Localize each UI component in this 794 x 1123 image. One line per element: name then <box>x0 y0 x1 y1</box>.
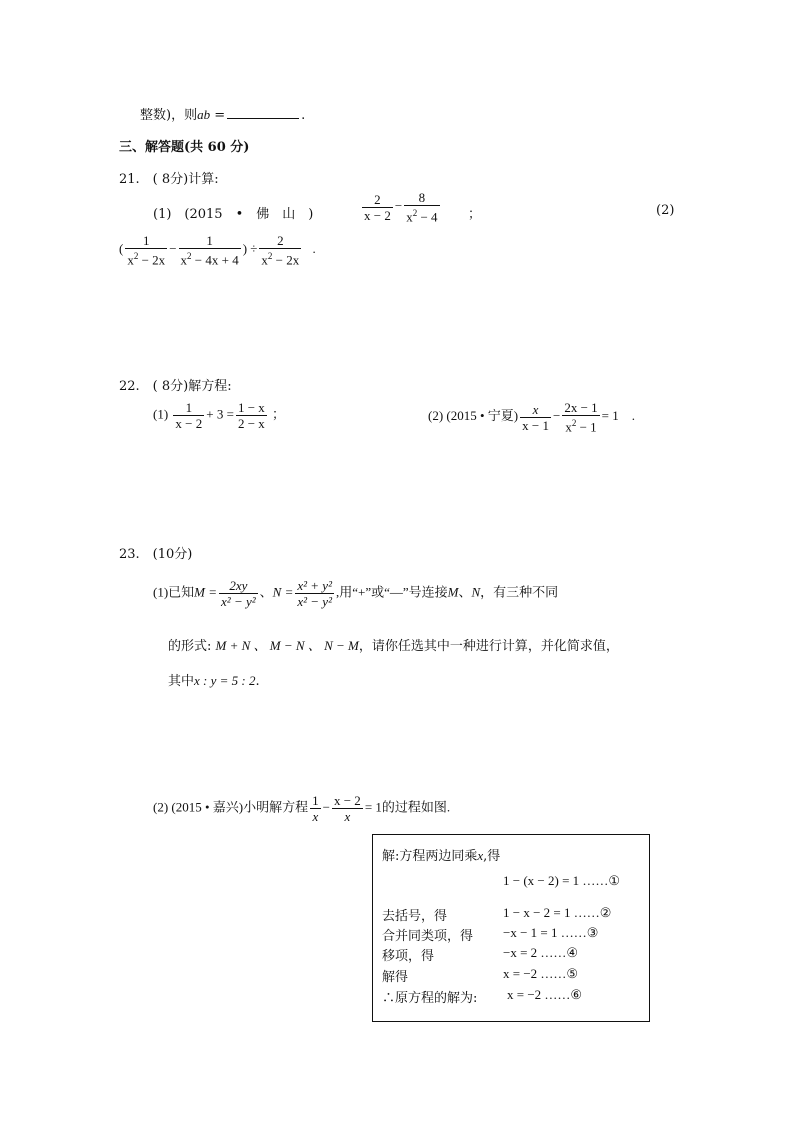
solution-step-5-label: 解得 <box>382 970 409 985</box>
top-line-eq: = <box>210 108 226 123</box>
solution-box <box>372 834 650 1022</box>
solution-step-2-expr: 1 − x − 2 = 1 ……② <box>503 905 612 920</box>
q21-header: 21. ( 8分)计算: <box>119 172 219 187</box>
solution-step-6-label: ∴原方程的解为: <box>382 991 478 1006</box>
solution-step-3-label: 合并同类项，得 <box>382 929 474 944</box>
q21-part2-expr: ( $\frac{1}{x^2 - 2x}$ − $\frac{1}{x^2 - 4x + 4}$ ) ÷ $\frac{2}{x^2 - 2x}$ . <box>119 233 316 268</box>
fraction: $\frac{2}{x - 2}$ <box>364 191 391 223</box>
top-line <box>140 104 305 123</box>
solution-step-4-expr: −x = 2 ……④ <box>503 945 579 960</box>
q23-line2: 的形式: M + N 、 M − N 、 N − M，请你任选其中一种进行计算，并化简求值， <box>168 638 619 654</box>
fraction: $\frac{2xy}{\text{x² − y²}}$ <box>221 578 256 609</box>
fraction: $\frac{8}{x^2 - 4}$ <box>406 190 438 225</box>
solution-step-4-label: 移项，得 <box>382 949 435 964</box>
top-line-var: ab <box>197 107 211 122</box>
fraction: $\frac{1}{x - 2}$ <box>175 400 203 431</box>
solution-step-6-expr: x = −2 ……⑥ <box>507 987 583 1002</box>
q23-line1: (1)已知M = $\frac{2xy}{\text{x² − y²}}$ 、N = $\frac{\text{x² + y²}}{\text{x² − y²}}$ ,用“+”或“—”号连接M、N，有三种不同 <box>153 578 559 609</box>
fraction: $\frac{2}{x^2 - 2x}$ <box>261 233 300 268</box>
q22-part1: (1) $\frac{1}{x - 2}$ + 3 = $\frac{1 - x}{2 - x}$ ； <box>153 400 286 431</box>
solution-step-2-label: 去括号，得 <box>382 909 448 924</box>
top-line-suffix: . <box>301 108 306 123</box>
fraction: $\frac{1}{x}$ <box>312 793 319 824</box>
solution-header: 解:方程两边同乘x,得 <box>382 848 501 864</box>
q21-part1-semicolon: ； <box>468 207 482 222</box>
top-line-prefix: 整数)，则 <box>140 108 198 123</box>
fraction: $\frac{x}{x - 1}$ <box>522 401 549 433</box>
fraction: $\frac{2x - 1}{x^2 - 1}$ <box>564 400 598 435</box>
q23-line3: 其中x : y = 5 : 2. <box>168 673 260 689</box>
q23-part2: (2) (2015 • 嘉兴)小明解方程 $\frac{1}{x}$ − $\frac{x - 2}{x}$ = 1的过程如图. <box>153 793 451 824</box>
answer-blank <box>227 106 299 119</box>
fraction: $\frac{x - 2}{x}$ <box>333 793 361 824</box>
fraction: $\frac{1 - x}{2 - x}$ <box>237 400 265 431</box>
q22-part2: (2) (2015 • 宁夏) $\frac{x}{x - 1}$ − $\frac{2x - 1}{x^2 - 1}$ = 1 . <box>428 400 635 435</box>
q21-part2-label: (2) <box>656 203 675 218</box>
solution-step-3-expr: −x − 1 = 1 ……③ <box>503 925 599 940</box>
section-title: 三、解答题(共 60 分) <box>119 140 250 155</box>
fraction: $\frac{1}{x^2 - 2x}$ <box>127 233 166 268</box>
q21-part1-label: (1) (2015 • 佛 山 ) <box>153 207 314 222</box>
q23-header: 23. (10分) <box>119 547 193 562</box>
fraction: $\frac{1}{x^2 - 4x + 4}$ <box>180 233 239 268</box>
solution-step-5-expr: x = −2 ……⑤ <box>503 966 579 981</box>
q22-header: 22. ( 8分)解方程: <box>119 379 232 394</box>
solution-step-1-expr: 1 − (x − 2) = 1 ……① <box>503 873 621 888</box>
q21-part1-expr: $\frac{2}{x - 2}$ − $\frac{8}{x^2 - 4}$ <box>364 190 438 225</box>
fraction: $\frac{\text{x² + y²}}{\text{x² − y²}}$ <box>297 578 332 609</box>
